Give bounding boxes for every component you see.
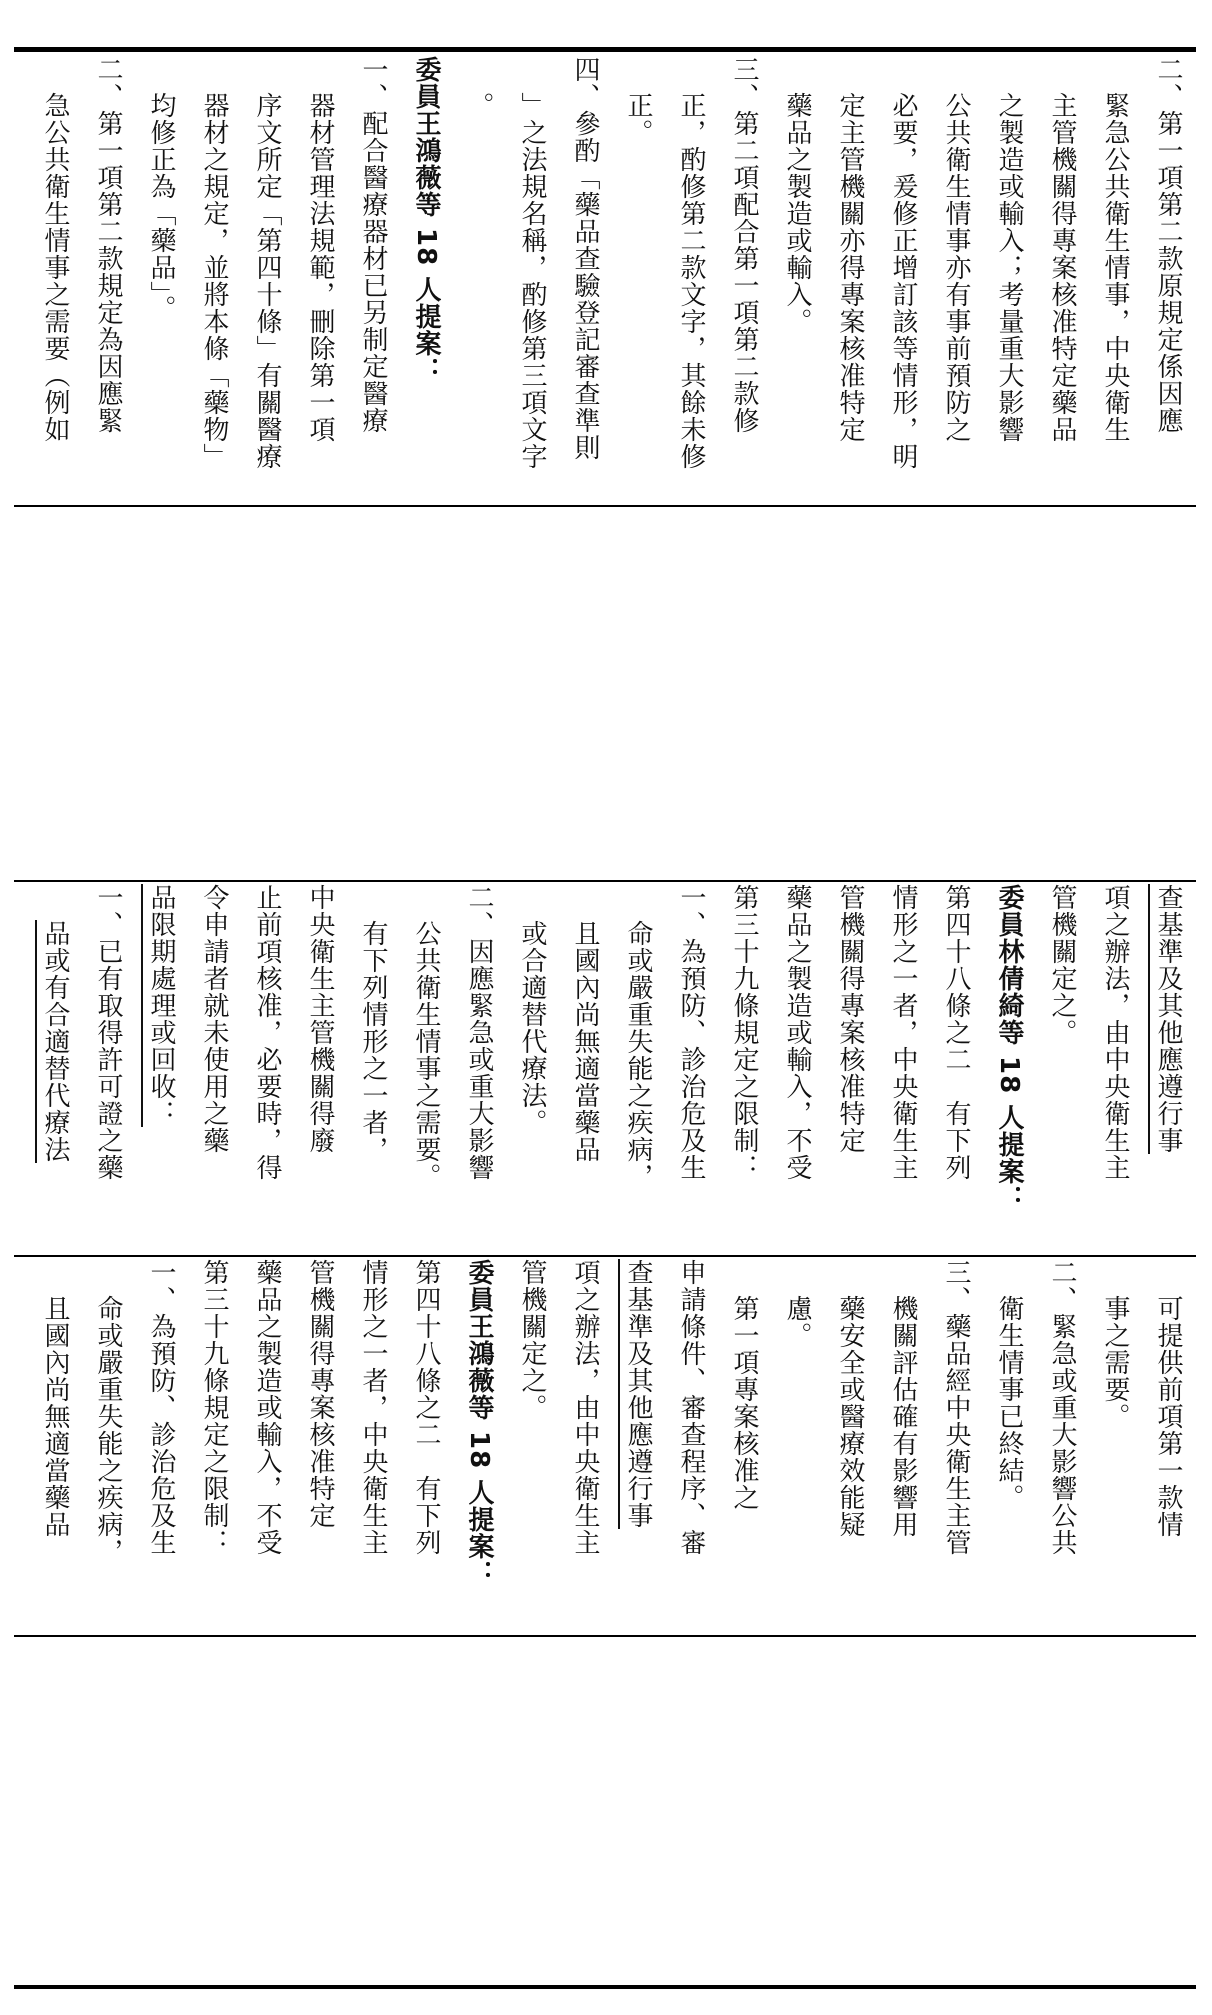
- col-b-top-divider: [14, 880, 1196, 882]
- text-line: 或合適替代療法。: [517, 920, 547, 1136]
- text-line: 管機關得專案核准特定: [835, 884, 865, 1154]
- text-line: 情形之一者，中央衛生主: [358, 1259, 388, 1556]
- text-line: 。: [464, 92, 494, 119]
- text-line: 品限期處理或回收：: [146, 884, 176, 1127]
- text-line: 二、第一項第二款規定為因應緊: [93, 56, 123, 434]
- col-b-bottom-divider: [14, 1255, 1196, 1257]
- text-line: 項之辦法，由中央衛生主: [570, 1259, 600, 1556]
- text-line: 管機關定之。: [1047, 884, 1077, 1046]
- text-line: 四、參酌「藥品查驗登記審查準則: [570, 56, 600, 461]
- text-line: 機關評估確有影響用: [888, 1295, 918, 1538]
- text-line: 之製造或輸入；考量重大影響: [994, 92, 1024, 443]
- text-line: 管機關得專案核准特定: [305, 1259, 335, 1529]
- text-line: 藥安全或醫療效能疑: [835, 1295, 865, 1538]
- text-line: 藥品之製造或輸入。: [782, 92, 812, 335]
- text-line: 且國內尚無適當藥品: [40, 1295, 70, 1538]
- text-line: 器材之規定，並將本條「藥物」: [199, 92, 229, 470]
- text-line: 且國內尚無適當藥品: [570, 920, 600, 1163]
- text-line: 正，酌修第二款文字，其餘未修: [676, 92, 706, 470]
- text-column-a: [18, 56, 1194, 501]
- text-line: 止前項核准，必要時，得: [252, 884, 282, 1181]
- text-line: 急公共衛生情事之需要（例如: [40, 92, 70, 443]
- text-line: 可提供前項第一款情: [1153, 1295, 1183, 1538]
- text-line: 三、第二項配合第一項第二款修: [729, 56, 759, 434]
- text-line: 第三十九條規定之限制：: [199, 1259, 229, 1556]
- text-line: 命或嚴重失能之疾病，: [93, 1295, 123, 1565]
- text-line: 項之辦法，由中央衛生主: [1100, 884, 1130, 1181]
- text-line: 命或嚴重失能之疾病，: [623, 920, 653, 1190]
- text-line: 主管機關得專案核准特定藥品: [1047, 92, 1077, 443]
- col-a-top-divider: [14, 50, 1196, 52]
- text-line: 藥品之製造或輸入，不受: [782, 884, 812, 1181]
- text-line: 一、配合醫療器材已另制定醫療: [358, 56, 388, 434]
- text-line: 管機關定之。: [517, 1259, 547, 1421]
- text-line: 緊急公共衛生情事，中央衛生: [1100, 92, 1130, 443]
- text-line: 一、為預防、診治危及生: [146, 1259, 176, 1556]
- text-line: 均修正為「藥品」。: [146, 92, 176, 322]
- text-line: 序文所定「第四十條」有關醫療: [252, 92, 282, 470]
- text-line: 事之需要。: [1100, 1295, 1130, 1430]
- text-line: 正。: [623, 92, 653, 146]
- text-line: 公共衛生情事亦有事前預防之: [941, 92, 971, 443]
- text-line: 公共衛生情事之需要。: [411, 920, 441, 1190]
- text-line: 必要，爰修正增訂該等情形，明: [888, 92, 918, 470]
- text-line: 一、為預防、診治危及生: [676, 884, 706, 1181]
- text-line: 第一項專案核准之: [729, 1295, 759, 1511]
- text-line: 品或有合適替代療法: [40, 920, 70, 1163]
- col-a-bottom-divider: [14, 505, 1196, 507]
- text-line: 查基準及其他應遵行事: [623, 1259, 653, 1529]
- text-line: 第三十九條規定之限制：: [729, 884, 759, 1181]
- text-line: 三、藥品經中央衛生主管: [941, 1259, 971, 1556]
- text-line: 查基準及其他應遵行事: [1153, 884, 1183, 1154]
- text-line: 二、緊急或重大影響公共: [1047, 1259, 1077, 1556]
- proposal-heading: 委員林倩綺等 18 人提案：: [994, 884, 1024, 1213]
- text-line: 器材管理法規範，刪除第一項: [305, 92, 335, 443]
- text-column-b: [18, 884, 1194, 1252]
- col-c-bottom-divider: [14, 1635, 1196, 1637]
- text-line: 定主管機關亦得專案核准特定: [835, 92, 865, 443]
- text-line: 藥品之製造或輸入，不受: [252, 1259, 282, 1556]
- text-line: 令申請者就未使用之藥: [199, 884, 229, 1154]
- text-line: 情形之一者，中央衛生主: [888, 884, 918, 1181]
- text-line: 二、第一項第二款原規定係因應: [1153, 56, 1183, 434]
- text-line: 二、因應緊急或重大影響: [464, 884, 494, 1181]
- text-line: 慮。: [782, 1295, 812, 1349]
- text-line: 一、已有取得許可證之藥: [93, 884, 123, 1181]
- text-line: 第四十八條之二 有下列: [941, 884, 971, 1181]
- proposal-heading: 委員王鴻薇等 18 人提案：: [411, 56, 441, 385]
- proposal-heading: 委員王鴻薇等 18 人提案：: [464, 1259, 494, 1588]
- text-column-c: [18, 1259, 1194, 1633]
- text-line: 第四十八條之二 有下列: [411, 1259, 441, 1556]
- text-line: 中央衛生主管機關得廢: [305, 884, 335, 1154]
- bottom-rule: [14, 1985, 1196, 1989]
- text-line: 申請條件、審查程序、審: [676, 1259, 706, 1556]
- text-line: 有下列情形之一者，: [358, 920, 388, 1163]
- text-line: 」之法規名稱，酌修第三項文字: [517, 92, 547, 470]
- text-line: 衛生情事已終結。: [994, 1295, 1024, 1511]
